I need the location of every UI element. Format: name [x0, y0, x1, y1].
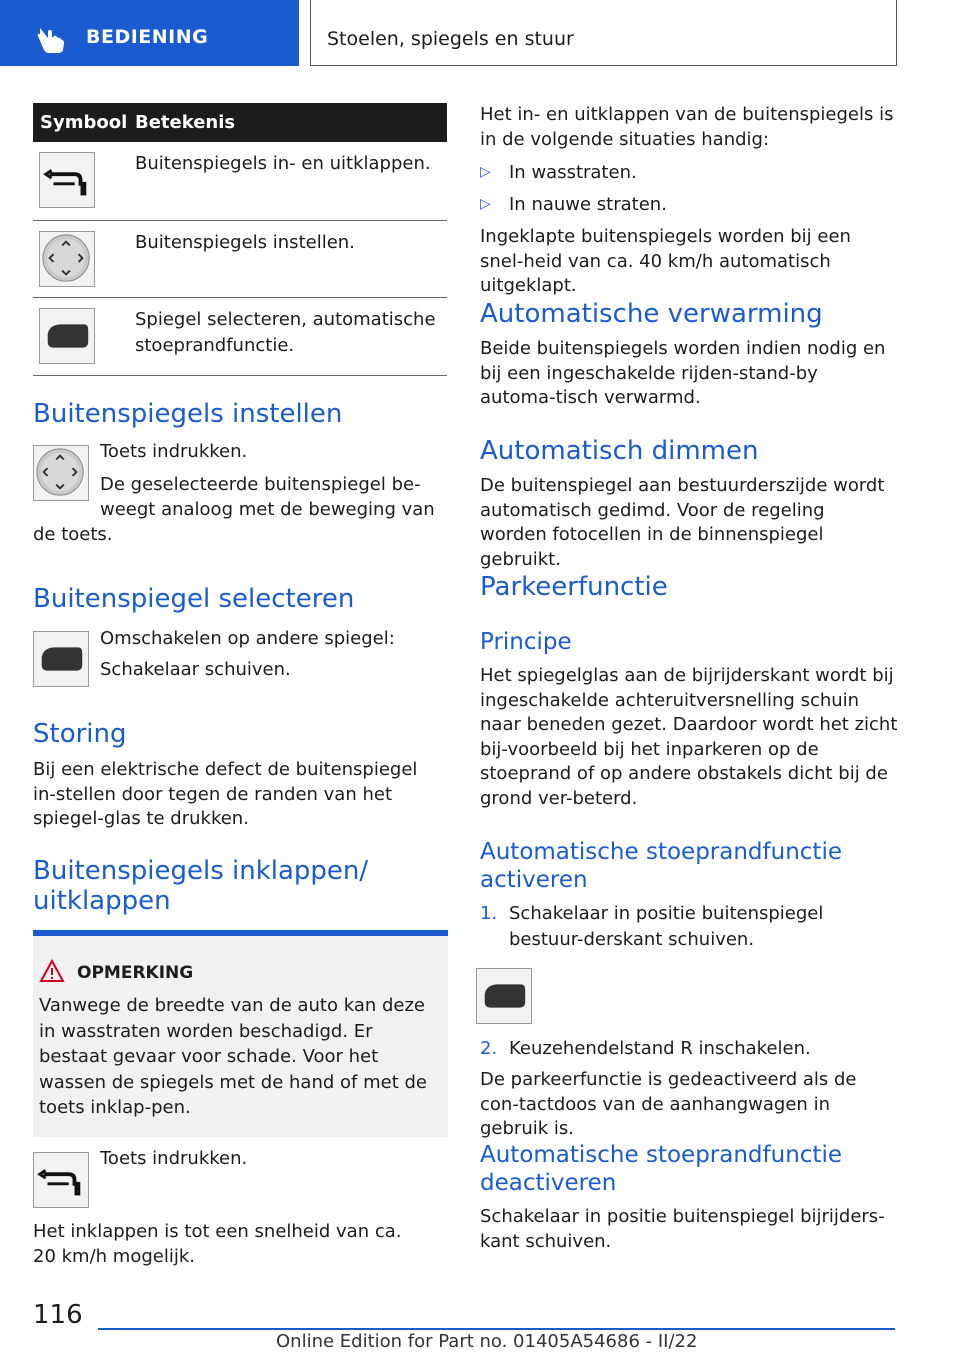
- paragraph: De parkeerfunctie is gedeactiveerd als de con-tactdoos van de aanhangwagen in gebruik is.: [480, 1069, 857, 1140]
- paragraph: Bij een elektrische defect de buitenspiegel in-stellen door tegen de randen van het spiegel-glas te drukken.: [33, 759, 418, 830]
- table-row: [33, 221, 447, 298]
- chapter-title-box: [310, 0, 897, 66]
- paragraph: Schakelaar in positie buitenspiegel bijrijders-kant schuiven.: [480, 1206, 885, 1252]
- warning-box: [33, 930, 448, 1137]
- edition-note: Online Edition for Part no. 01405A54686 - II/22: [276, 1331, 698, 1352]
- heading-parking-function: Parkeerfunctie: [480, 572, 668, 602]
- heading-activate-cont: activeren: [480, 867, 588, 893]
- column-header-meaning: Betekenis: [135, 112, 236, 133]
- heading-principle: Principe: [480, 629, 572, 655]
- heading-malfunction: Storing: [33, 719, 127, 749]
- paragraph: weegt analoog met de beweging van: [100, 499, 435, 520]
- section-label: BEDIENING: [86, 26, 209, 48]
- mirror-select-switch-icon: [39, 308, 95, 364]
- table-cell-text: Spiegel selecteren, automatische stoeprandfunctie.: [135, 309, 436, 356]
- paragraph: Schakelaar schuiven.: [100, 659, 291, 680]
- heading-auto-dimming: Automatisch dimmen: [480, 436, 759, 466]
- table-row: [33, 142, 447, 221]
- section-tab: [0, 0, 299, 66]
- paragraph: Het in- en uitklappen van de buitenspiegels is in de volgende situaties handig:: [480, 104, 894, 150]
- footer-divider: [98, 1328, 895, 1330]
- list-item: ▷ In nauwe straten.: [480, 194, 667, 215]
- four-way-adjust-icon: [33, 445, 89, 501]
- warning-triangle-icon: [39, 959, 65, 983]
- paragraph: De geselecteerde buitenspiegel be-: [100, 474, 421, 495]
- bullet-triangle-icon: ▷: [480, 164, 491, 180]
- numbered-step: 1. Schakelaar in positie buitenspiegel bestuur-derskant schuiven.: [480, 903, 824, 950]
- warning-title: OPMERKING: [77, 963, 194, 983]
- list-item: ▷ In wasstraten.: [480, 162, 637, 183]
- paragraph: De buitenspiegel aan bestuurderszijde wordt automatisch gedimd. Voor de regeling worden fotocellen in de binnenspiegel gebruikt.: [480, 475, 885, 570]
- warning-text: Vanwege de breedte van de auto kan deze in wasstraten worden beschadigd. Er bestaat gevaar voor schade. Voor het wassen de spiegels met de hand of met de toets inklap-pen.: [39, 995, 427, 1118]
- four-way-adjust-icon: [39, 231, 95, 287]
- heading-fold-mirrors-cont: uitklappen: [33, 886, 171, 916]
- numbered-step: 2. Keuzehendelstand R inschakelen.: [480, 1038, 811, 1059]
- heading-fold-mirrors: Buitenspiegels inklappen/: [33, 856, 369, 886]
- paragraph: Het spiegelglas aan de bijrijderskant wordt bij ingeschakelde achteruitversnelling schuin naar beneden gezet. Daardoor wordt het zicht bij-voorbeeld bij het inparkeren op de stoeprand of op andere obstakels dicht bij de grond ver-beterd.: [480, 665, 898, 809]
- mirror-select-switch-icon: [33, 631, 89, 687]
- paragraph: Beide buitenspiegels worden indien nodig en bij een ingeschakelde rijden-stand-by automa-tisch verwarmd.: [480, 338, 886, 409]
- mirror-fold-icon: [33, 1152, 89, 1208]
- paragraph: Omschakelen op andere spiegel:: [100, 628, 395, 649]
- hand-pointer-icon: [34, 24, 68, 54]
- symbol-table: [33, 103, 447, 376]
- column-header-symbol: Symbool: [40, 112, 128, 133]
- bullet-triangle-icon: ▷: [480, 196, 491, 212]
- paragraph: Toets indrukken.: [100, 1148, 248, 1169]
- table-cell-text: Buitenspiegels instellen.: [135, 232, 355, 253]
- heading-mirror-select: Buitenspiegel selecteren: [33, 584, 355, 614]
- paragraph: de toets.: [33, 524, 113, 545]
- heading-mirrors-adjust: Buitenspiegels instellen: [33, 399, 343, 429]
- heading-activate: Automatische stoeprandfunctie: [480, 839, 842, 865]
- mirror-fold-icon: [39, 152, 95, 208]
- heading-deactivate: Automatische stoeprandfunctie: [480, 1142, 842, 1168]
- heading-auto-heating: Automatische verwarming: [480, 299, 823, 329]
- table-cell-text: Buitenspiegels in- en uitklappen.: [135, 153, 431, 174]
- table-row: [33, 298, 447, 376]
- heading-deactivate-cont: deactiveren: [480, 1170, 617, 1196]
- table-header: [33, 103, 447, 142]
- paragraph: Het inklappen is tot een snelheid van ca.: [33, 1221, 402, 1242]
- paragraph: 20 km/h mogelijk.: [33, 1246, 195, 1267]
- mirror-select-switch-icon: [476, 968, 532, 1024]
- chapter-title: Stoelen, spiegels en stuur: [327, 28, 574, 50]
- paragraph: Ingeklapte buitenspiegels worden bij een snel-heid van ca. 40 km/h automatisch uitgeklapt.: [480, 226, 851, 297]
- page-number: 116: [33, 1300, 83, 1330]
- paragraph: Toets indrukken.: [100, 441, 248, 462]
